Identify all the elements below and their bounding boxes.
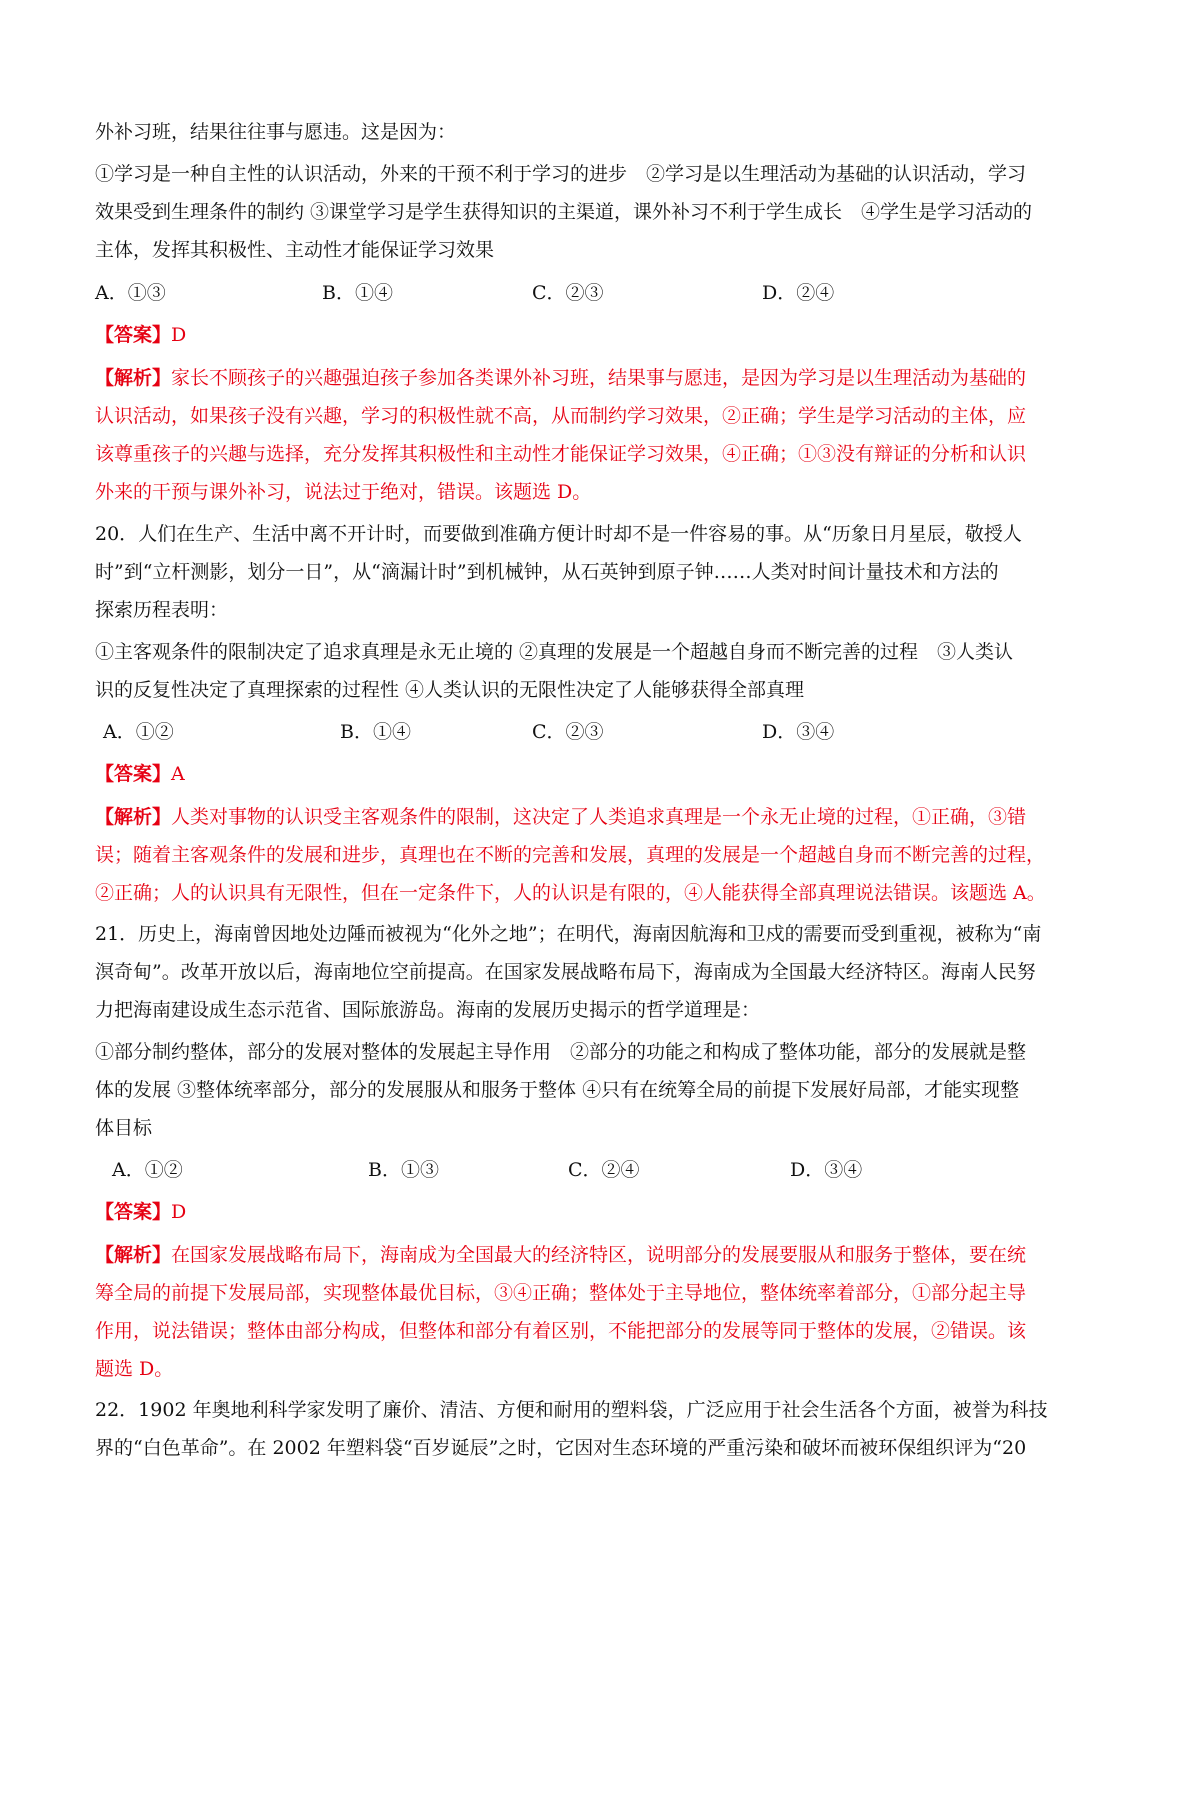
q19-analysis-line: 认识活动，如果孩子没有兴趣，学习的积极性就不高，从而制约学习效果，②正确；学生是学习活动的主体，应 bbox=[95, 405, 1027, 427]
q21-analysis-line: 题选 D。 bbox=[95, 1358, 174, 1380]
q20-stem-line: 探索历程表明： bbox=[95, 599, 229, 621]
q20-statement-line: 识的反复性决定了真理探索的过程性 ④人类认识的无限性决定了人能够获得全部真理 bbox=[95, 679, 805, 701]
q21-option-d: D．③④ bbox=[790, 1159, 863, 1181]
q21-answer bbox=[95, 1200, 186, 1224]
answer-tag: 【答案】 bbox=[95, 1201, 172, 1223]
q20-stem-line: 20．人们在生产、生活中离不开计时，而要做到准确方便计时却不是一件容易的事。从“历象日月星辰，敬授人 bbox=[95, 523, 1022, 545]
q19-option-c: C．②③ bbox=[532, 282, 604, 304]
q20-option-c: C．②③ bbox=[532, 721, 604, 743]
analysis-text: 家长不顾孩子的兴趣强迫孩子参加各类课外补习班，结果事与愿违，是因为学习是以生理活动为基础的 bbox=[171, 367, 1027, 389]
q20-analysis-line: ②正确；人的认识具有无限性，但在一定条件下，人的认识是有限的，④人能获得全部真理说法错误。该题选 A。 bbox=[95, 882, 1046, 904]
q22-stem-line: 22．1902 年奥地利科学家发明了廉价、清洁、方便和耐用的塑料袋，广泛应用于社会生活各个方面，被誉为科技 bbox=[95, 1399, 1048, 1421]
q21-option-b: B．①③ bbox=[368, 1159, 439, 1181]
q21-stem-line: 溟奇甸”。改革开放以后，海南地位空前提高。在国家发展战略布局下，海南成为全国最大经济特区。海南人民努 bbox=[95, 961, 1036, 983]
q21-statement-line: ①部分制约整体，部分的发展对整体的发展起主导作用 ②部分的功能之和构成了整体功能，部分的发展就是整 bbox=[95, 1041, 1027, 1063]
q19-analysis-line: 外来的干预与课外补习，说法过于绝对，错误。该题选 D。 bbox=[95, 481, 592, 503]
q21-option-a: A．①② bbox=[112, 1159, 183, 1181]
q20-statement-line: ①主客观条件的限制决定了追求真理是永无止境的 ②真理的发展是一个超越自身而不断完善的过程 ③人类认 bbox=[95, 641, 1014, 663]
q19-option-d: D．②④ bbox=[762, 282, 835, 304]
q19-option-b: B．①④ bbox=[322, 282, 393, 304]
answer-value: A bbox=[171, 763, 185, 785]
answer-value: D bbox=[171, 1201, 187, 1223]
q20-stem-line: 时”到“立杆测影，划分一日”，从“滴漏计时”到机械钟，从石英钟到原子钟……人类对时间计量技术和方法的 bbox=[95, 561, 999, 583]
q19-answer bbox=[95, 323, 186, 347]
analysis-text: 在国家发展战略布局下，海南成为全国最大的经济特区，说明部分的发展要服从和服务于整体，要在统 bbox=[171, 1244, 1027, 1266]
q20-answer bbox=[95, 762, 185, 786]
q21-statement-line: 体的发展 ③整体统率部分，部分的发展服从和服务于整体 ④只有在统筹全局的前提下发展好局部，才能实现整 bbox=[95, 1079, 1020, 1101]
q20-option-d: D．③④ bbox=[762, 721, 835, 743]
q19-analysis-line bbox=[95, 366, 1026, 390]
q19-analysis-line: 该尊重孩子的兴趣与选择，充分发挥其积极性和主动性才能保证学习效果，④正确；①③没有辩证的分析和认识 bbox=[95, 443, 1027, 465]
q19-statement-line: ①学习是一种自主性的认识活动，外来的干预不利于学习的进步 ②学习是以生理活动为基础的认识活动，学习 bbox=[95, 163, 1027, 185]
q19-statement-line: 主体，发挥其积极性、主动性才能保证学习效果 bbox=[95, 239, 495, 261]
q20-option-b: B．①④ bbox=[340, 721, 411, 743]
analysis-text: 人类对事物的认识受主客观条件的限制，这决定了人类追求真理是一个永无止境的过程，①正确，③错 bbox=[171, 806, 1027, 828]
q22-stem-line: 界的“白色革命”。在 2002 年塑料袋“百岁诞辰”之时，它因对生态环境的严重污染和破坏而被环保组织评为“20 bbox=[95, 1437, 1027, 1459]
q20-analysis-line: 误；随着主客观条件的发展和进步，真理也在不断的完善和发展，真理的发展是一个超越自身而不断完善的过程， bbox=[95, 844, 1046, 866]
q21-analysis-line bbox=[95, 1243, 1026, 1267]
q19-statement-line: 效果受到生理条件的制约 ③课堂学习是学生获得知识的主渠道，课外补习不利于学生成长 ④学生是学习活动的 bbox=[95, 201, 1033, 223]
q20-option-a: A．①② bbox=[103, 721, 174, 743]
analysis-tag: 【解析】 bbox=[95, 367, 172, 389]
q20-analysis-line bbox=[95, 805, 1026, 829]
answer-tag: 【答案】 bbox=[95, 324, 172, 346]
q19-option-a: A．①③ bbox=[95, 282, 166, 304]
q19-stem-tail: 外补习班，结果往往事与愿违。这是因为： bbox=[95, 121, 457, 143]
answer-tag: 【答案】 bbox=[95, 763, 172, 785]
q21-stem-line: 力把海南建设成生态示范省、国际旅游岛。海南的发展历史揭示的哲学道理是： bbox=[95, 999, 761, 1021]
answer-value: D bbox=[171, 324, 187, 346]
q21-stem-line: 21．历史上，海南曾因地处边陲而被视为“化外之地”；在明代，海南因航海和卫戍的需要而受到重视，被称为“南 bbox=[95, 923, 1042, 945]
q21-option-c: C．②④ bbox=[568, 1159, 640, 1181]
analysis-tag: 【解析】 bbox=[95, 1244, 172, 1266]
q21-statement-line: 体目标 bbox=[95, 1117, 153, 1139]
analysis-tag: 【解析】 bbox=[95, 806, 172, 828]
q21-analysis-line: 作用，说法错误；整体由部分构成，但整体和部分有着区别，不能把部分的发展等同于整体的发展，②错误。该 bbox=[95, 1320, 1027, 1342]
q21-analysis-line: 筹全局的前提下发展局部，实现整体最优目标，③④正确；整体处于主导地位，整体统率着部分，①部分起主导 bbox=[95, 1282, 1027, 1304]
